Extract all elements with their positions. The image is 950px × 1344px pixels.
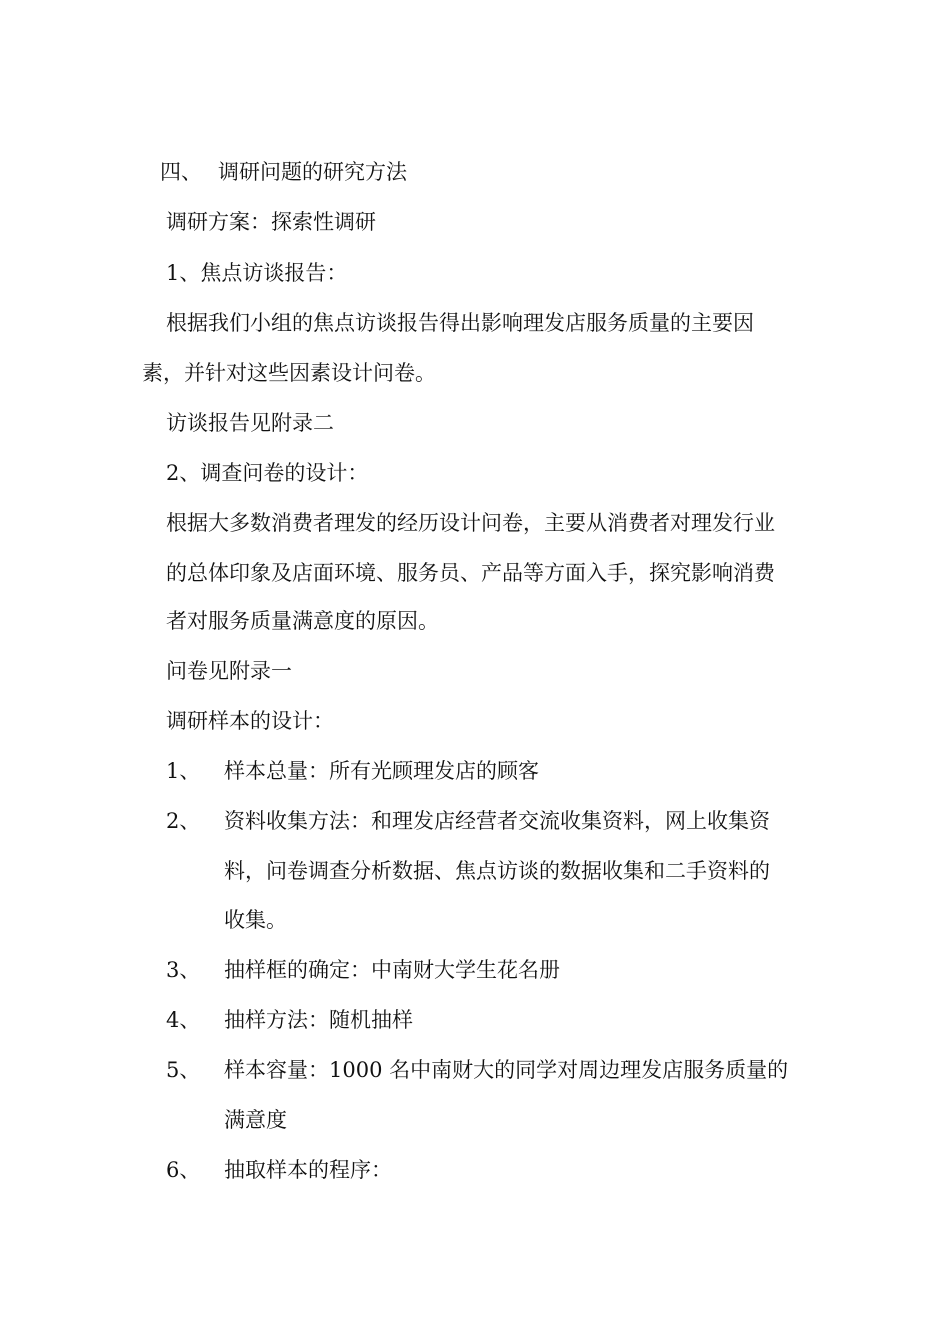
list-item-text: 抽取样本的程序： (224, 1158, 392, 1182)
list-item-text: 样本总量：所有光顾理发店的顾客 (224, 759, 539, 783)
list-item-number: 1、 (166, 759, 201, 783)
list-item-text: 样本容量：1000 名中南财大的同学对周边理发店服务质量的 (224, 1058, 789, 1082)
section-title: 调研问题的研究方法 (218, 160, 407, 184)
list-item-text: 收集。 (224, 908, 287, 932)
questionnaire-heading: 2、调查问卷的设计： (166, 461, 369, 485)
questionnaire-paragraph-line-3: 者对服务质量满意度的原因。 (166, 609, 439, 633)
list-item-text: 料，问卷调查分析数据、焦点访谈的数据收集和二手资料的 (224, 859, 770, 883)
list-item-number: 6、 (166, 1158, 201, 1182)
questionnaire-appendix: 问卷见附录一 (166, 659, 292, 683)
list-item-text: 满意度 (224, 1108, 287, 1132)
list-item-text: 抽样方法：随机抽样 (224, 1008, 413, 1032)
questionnaire-paragraph-line-1: 根据大多数消费者理发的经历设计问卷，主要从消费者对理发行业 (166, 511, 775, 535)
sample-design-heading: 调研样本的设计： (166, 709, 334, 733)
plan-line: 调研方案：探索性调研 (166, 210, 376, 234)
focus-paragraph-line-2: 素，并针对这些因素设计问卷。 (142, 361, 436, 385)
questionnaire-paragraph-line-2: 的总体印象及店面环境、服务员、产品等方面入手，探究影响消费 (166, 561, 775, 585)
focus-paragraph-line-1: 根据我们小组的焦点访谈报告得出影响理发店服务质量的主要因 (166, 311, 754, 335)
section-number: 四、 (160, 160, 202, 184)
list-item-number: 4、 (166, 1008, 201, 1032)
list-item-text: 资料收集方法：和理发店经营者交流收集资料，网上收集资 (224, 809, 770, 833)
focus-heading: 1、焦点访谈报告： (166, 261, 348, 285)
list-item-text: 抽样框的确定：中南财大学生花名册 (224, 958, 560, 982)
list-item-number: 5、 (166, 1058, 201, 1082)
focus-appendix: 访谈报告见附录二 (166, 411, 334, 435)
list-item-number: 2、 (166, 809, 201, 833)
list-item-number: 3、 (166, 958, 201, 982)
